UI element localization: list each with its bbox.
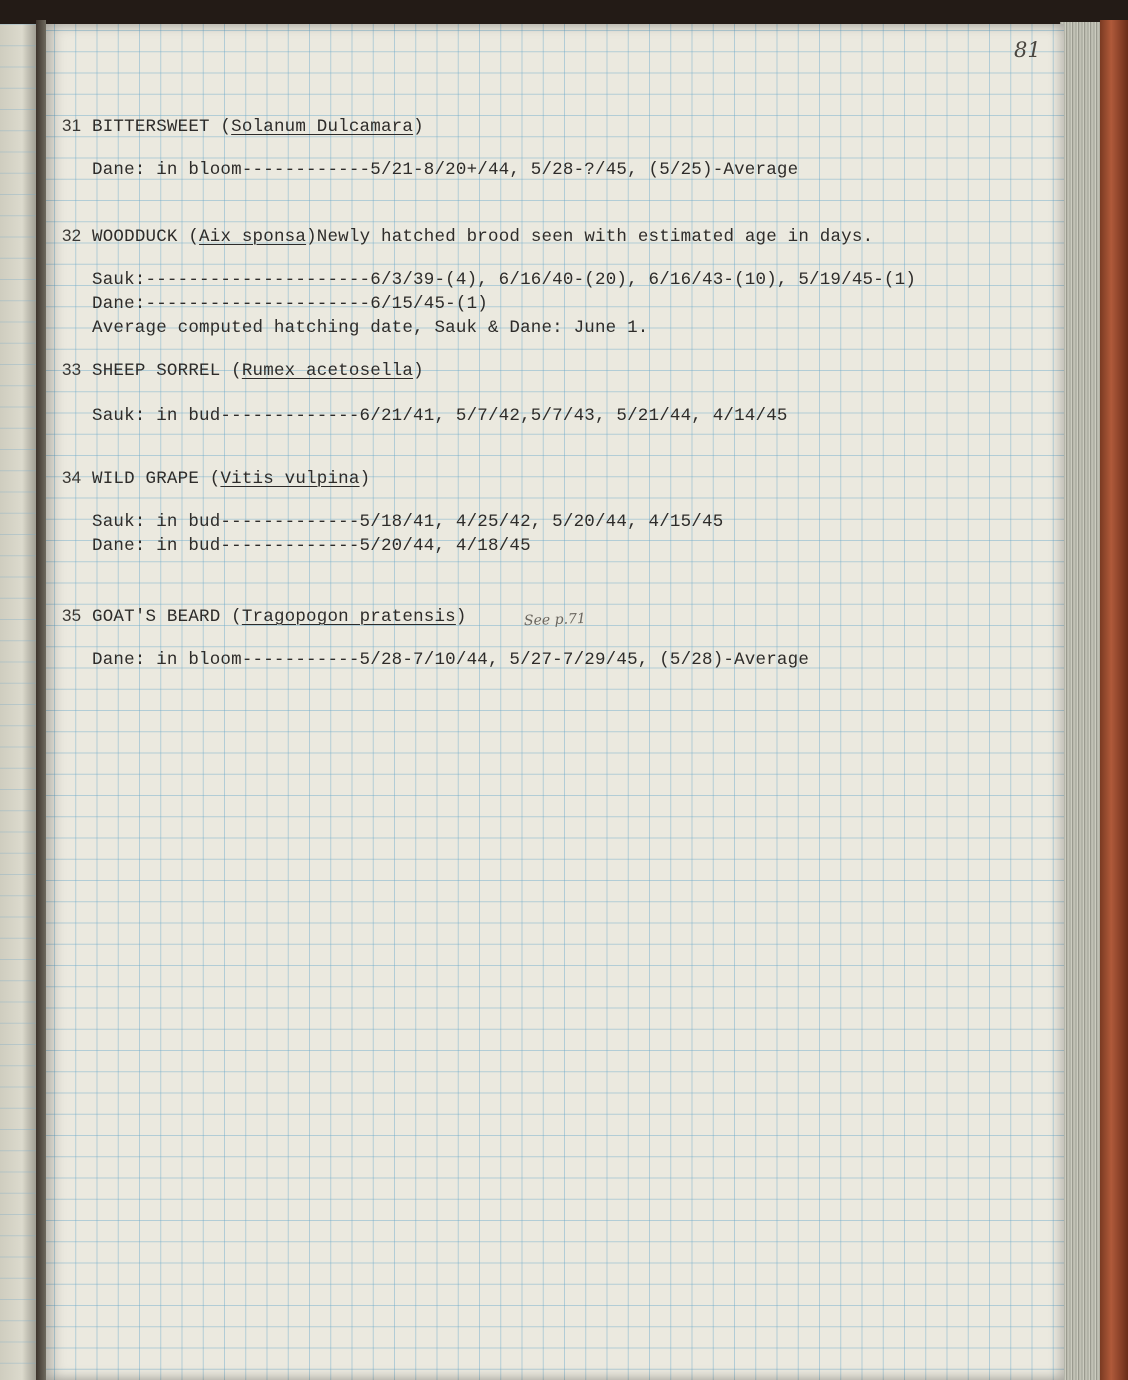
background-top (0, 0, 1128, 26)
title-suffix: )Newly hatched brood seen with estimated age in days. (306, 227, 874, 247)
record-label: Sauk: in bud------------- (92, 406, 360, 426)
scientific-name: Rumex acetosella (241, 361, 414, 381)
record-label: Sauk:--------------------- (92, 270, 371, 290)
record-label: Dane: in bloom------------ (92, 160, 371, 180)
handwritten-note: See p.71 (523, 610, 587, 630)
page-number: 81 (1014, 38, 1041, 62)
scientific-name: Vitis vulpina (220, 469, 360, 489)
common-name: WILD GRAPE ( (92, 469, 221, 489)
entry-number: 31 (62, 116, 82, 135)
record-values: 6/21/41, 5/7/42,5/7/43, 5/21/44, 4/14/45 (359, 406, 788, 426)
entry-35-heading (62, 606, 467, 627)
record-values: 5/18/41, 4/25/42, 5/20/44, 4/15/45 (359, 512, 724, 532)
scientific-name: Solanum Dulcamara (231, 117, 414, 137)
notebook-cover (1100, 20, 1128, 1380)
title-suffix: ) (413, 117, 424, 137)
record-label: Dane: in bud------------- (92, 536, 360, 556)
title-suffix: ) (455, 607, 467, 627)
record-label: Dane: in bloom----------- (92, 650, 360, 670)
scientific-name: Aix sponsa (199, 227, 307, 247)
entry-31-record (92, 160, 798, 180)
scientific-name: Tragopogon pratensis (241, 607, 456, 627)
binding-gutter (36, 20, 46, 1380)
common-name: BITTERSWEET ( (92, 117, 232, 137)
entry-34-record (92, 536, 531, 556)
entry-number: 33 (62, 360, 82, 379)
entry-32-heading (62, 226, 873, 247)
entry-number: 32 (62, 226, 82, 245)
entry-32-record (92, 270, 916, 290)
common-name: GOAT'S BEARD ( (92, 607, 242, 627)
common-name: SHEEP SORREL ( (92, 361, 242, 381)
record-values: 5/28-7/10/44, 5/27-7/29/45, (5/28)-Average (359, 650, 810, 670)
entry-34-record (92, 512, 723, 532)
record-values: 5/20/44, 4/18/45 (359, 536, 531, 556)
common-name: WOODDUCK ( (92, 227, 200, 247)
entry-32-record (92, 294, 488, 314)
entry-34-heading (62, 468, 370, 489)
record-values: 5/21-8/20+/44, 5/28-?/45, (5/25)-Average (370, 160, 799, 180)
record-label: Dane:--------------------- (92, 294, 371, 314)
entry-number: 35 (62, 606, 82, 625)
entry-number: 34 (62, 468, 82, 487)
entry-32-note: Average computed hatching date, Sauk & Dane: June 1. (92, 318, 649, 338)
title-suffix: ) (359, 469, 371, 489)
entry-35-record (92, 650, 809, 670)
record-values: 6/15/45-(1) (370, 294, 488, 314)
left-page-edge (0, 24, 40, 1380)
record-label: Sauk: in bud------------- (92, 512, 360, 532)
entry-33-heading (62, 360, 424, 381)
entry-33-record (92, 406, 788, 426)
entry-31-heading (62, 116, 424, 137)
title-suffix: ) (413, 361, 424, 381)
record-values: 6/3/39-(4), 6/16/40-(20), 6/16/43-(10), 5/19/45-(1) (370, 270, 917, 290)
